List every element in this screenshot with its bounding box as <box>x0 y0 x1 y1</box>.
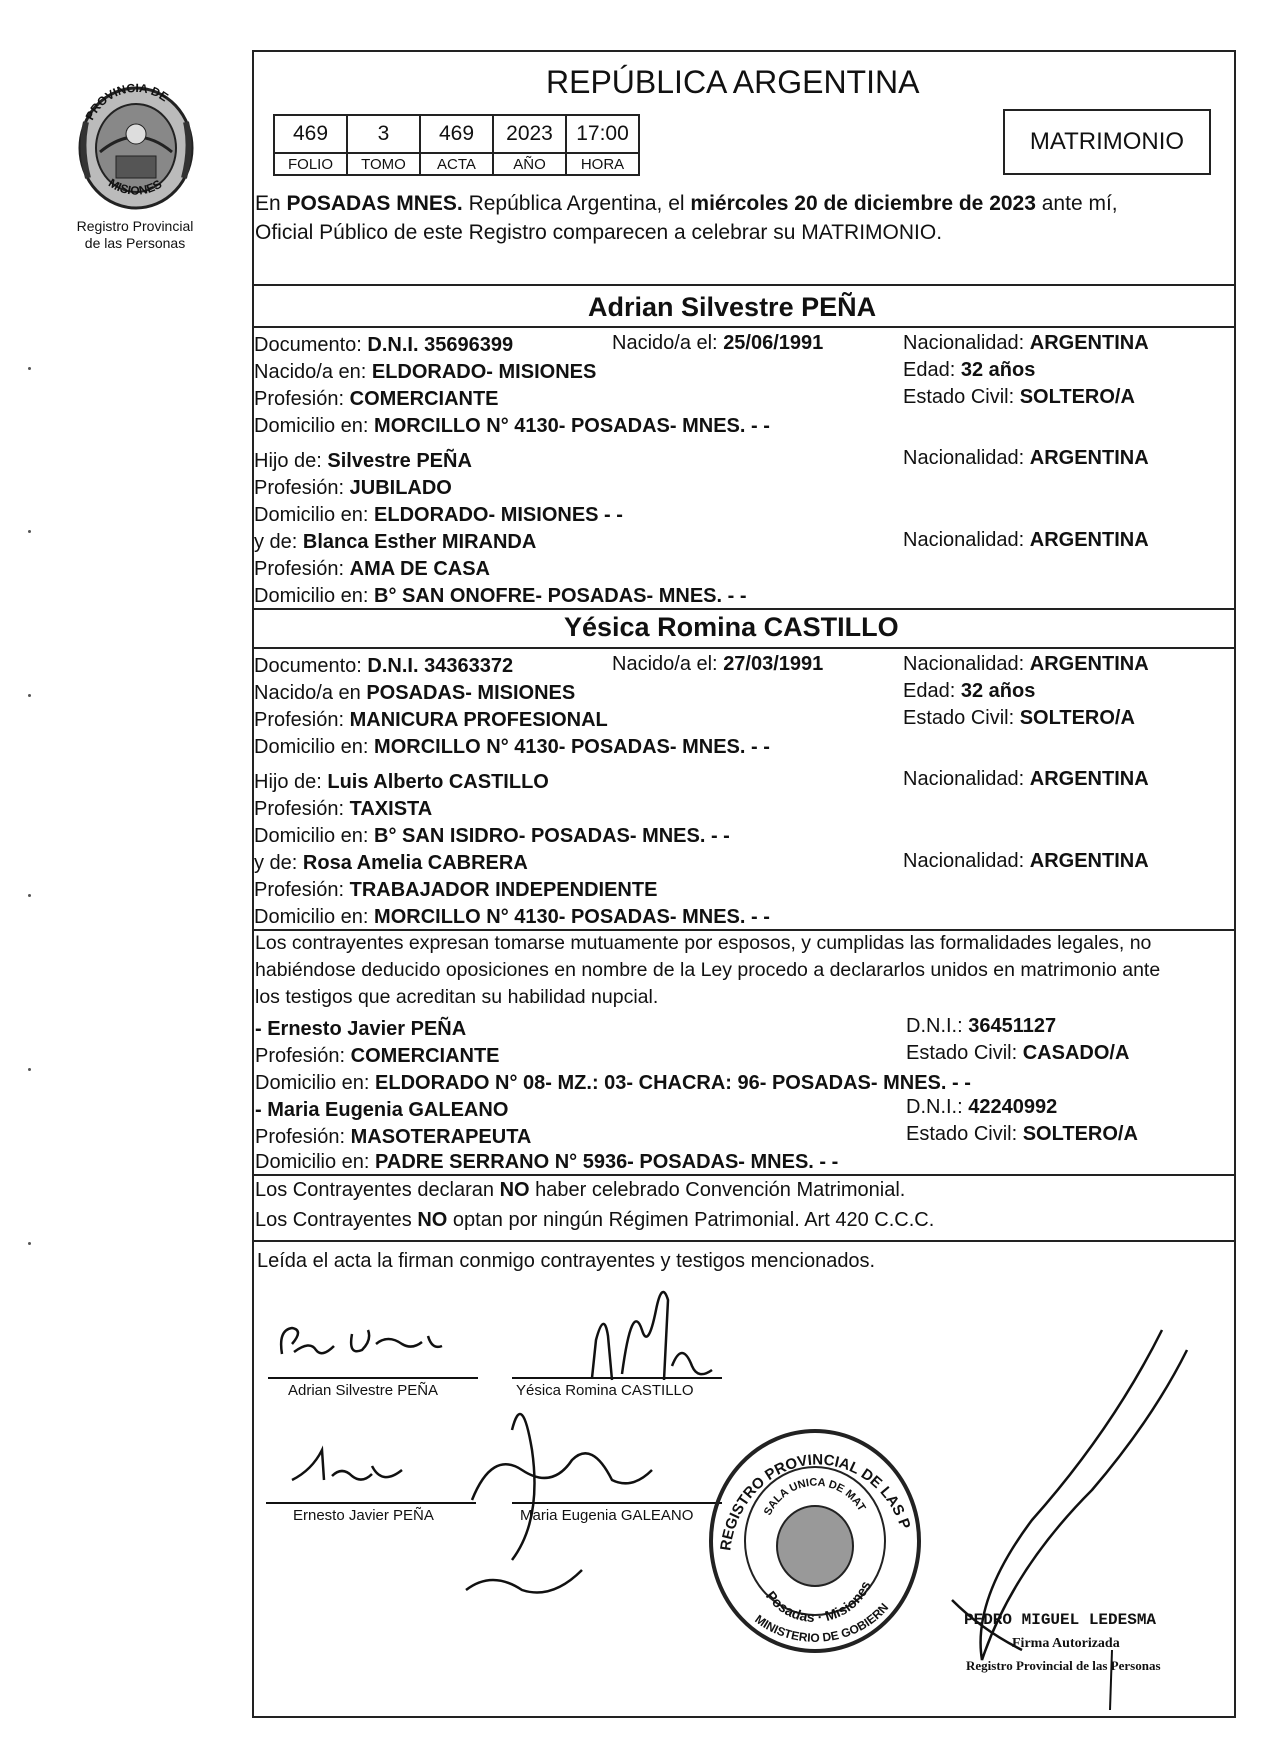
spouse1-address: Domicilio en: MORCILLO N° 4130- POSADAS- MNES. - - <box>254 415 770 437</box>
spouse2-profession: Profesión: MANICURA PROFESIONAL <box>254 709 608 731</box>
witness1-civil-status: Estado Civil: CASADO/A <box>906 1042 1130 1064</box>
svg-text:MINISTERIO DE GOBIERNO: MINISTERIO DE GOBIERN <box>752 1600 892 1645</box>
spouse1-father: Hijo de: Silvestre PEÑA <box>254 450 472 472</box>
tomo-label: TOMO <box>347 153 420 175</box>
spouse2-doc: Documento: D.N.I. 34363372 <box>254 655 514 677</box>
signature-line <box>268 1377 478 1379</box>
spouse1-birthplace: Nacido/a en: ELDORADO- MISIONES <box>254 361 597 383</box>
intro-line-2: Oficial Público de este Registro comparecen a celebrar su MATRIMONIO. <box>255 221 943 244</box>
svg-text:Posadas · Misiones: Posadas · Misiones <box>762 1578 874 1626</box>
margin-dot <box>28 367 31 370</box>
spouse2-mother: y de: Rosa Amelia CABRERA <box>254 852 528 874</box>
witness2-address: Domicilio en: PADRE SERRANO N° 5936- POSADAS- MNES. - - <box>255 1151 839 1173</box>
margin-dot <box>28 1068 31 1071</box>
official-name: PEDRO MIGUEL LEDESMA <box>964 1611 1157 1629</box>
spouse1-name: Adrian Silvestre PEÑA <box>588 292 877 322</box>
spouse2-birthplace: Nacido/a en POSADAS- MISIONES <box>254 682 576 704</box>
hora-label: HORA <box>566 153 639 175</box>
spouse2-address: Domicilio en: MORCILLO N° 4130- POSADAS- MNES. - - <box>254 736 770 758</box>
divider <box>252 284 1236 286</box>
spouse1-father-nationality: Nacionalidad: ARGENTINA <box>903 447 1149 469</box>
spouse2-father: Hijo de: Luis Alberto CASTILLO <box>254 771 549 793</box>
declaration-line-1: Los contrayentes expresan tomarse mutuamente por esposos, y cumplidas las formalidades legales, no <box>255 932 1152 954</box>
witness1-dni: D.N.I.: 36451127 <box>906 1015 1057 1037</box>
divider <box>252 326 1236 328</box>
witness1-address: Domicilio en: ELDORADO N° 08- MZ.: 03- CHACRA: 96- POSADAS- MNES. - - <box>255 1072 971 1094</box>
document-type-box: MATRIMONIO <box>1003 109 1211 175</box>
witness2-dni: D.N.I.: 42240992 <box>906 1096 1058 1118</box>
spouse1-mother: y de: Blanca Esther MIRANDA <box>254 531 537 553</box>
declaration-line-2: habiéndose deducido oposiciones en nombre de la Ley procedo a declararlos unidos en matrimonio ante <box>255 959 1161 981</box>
witness1-profession: Profesión: COMERCIANTE <box>255 1045 500 1067</box>
divider <box>252 608 1236 610</box>
spouse1-mother-address: Domicilio en: B° SAN ONOFRE- POSADAS- MNES. - - <box>254 585 747 607</box>
signature-label-witness1: Ernesto Javier PEÑA <box>293 1507 434 1524</box>
acta-label: ACTA <box>420 153 493 175</box>
witness2-profession: Profesión: MASOTERAPEUTA <box>255 1126 532 1148</box>
signature-label-spouse2: Yésica Romina CASTILLO <box>516 1382 694 1399</box>
declaration-line-3: los testigos que acreditan su habilidad nupcial. <box>255 986 659 1008</box>
margin-dot <box>28 530 31 533</box>
svg-text:PROVINCIA DE: PROVINCIA DE <box>82 82 171 123</box>
signature-line <box>266 1502 476 1504</box>
tomo-value: 3 <box>347 115 420 153</box>
spouse2-father-nationality: Nacionalidad: ARGENTINA <box>903 768 1149 790</box>
signature-line <box>512 1502 722 1504</box>
signature-label-witness2: Maria Eugenia GALEANO <box>520 1507 694 1524</box>
margin-dot <box>28 894 31 897</box>
divider <box>252 1240 1236 1242</box>
closing-statement: Leída el acta la firman conmigo contrayentes y testigos mencionados. <box>257 1250 876 1272</box>
signature-label-spouse1: Adrian Silvestre PEÑA <box>288 1382 439 1399</box>
spouse2-mother-address: Domicilio en: MORCILLO N° 4130- POSADAS- MNES. - - <box>254 906 770 928</box>
divider <box>252 1174 1236 1176</box>
seal-ring-text <box>66 82 206 214</box>
spouse2-birthdate: Nacido/a el: 27/03/1991 <box>612 653 824 675</box>
anio-value: 2023 <box>493 115 566 153</box>
svg-text:REGISTRO PROVINCIAL DE LAS PER: REGISTRO PROVINCIAL DE LAS P <box>717 1451 914 1552</box>
registry-stamp <box>700 1416 930 1656</box>
divider <box>252 647 1236 649</box>
folio-label: FOLIO <box>274 153 347 175</box>
anio-label: AÑO <box>493 153 566 175</box>
spouse1-mother-nationality: Nacionalidad: ARGENTINA <box>903 529 1149 551</box>
official-role: Firma Autorizada <box>1012 1636 1120 1651</box>
spouse2-father-address: Domicilio en: B° SAN ISIDRO- POSADAS- MNES. - - <box>254 825 730 847</box>
record-grid <box>273 114 640 176</box>
spouse1-civil-status: Estado Civil: SOLTERO/A <box>903 386 1135 408</box>
spouse2-age: Edad: 32 años <box>903 680 1036 702</box>
spouse2-mother-profession: Profesión: TRABAJADOR INDEPENDIENTE <box>254 879 658 901</box>
spouse2-father-profession: Profesión: TAXISTA <box>254 798 433 820</box>
spouse1-age: Edad: 32 años <box>903 359 1036 381</box>
spouse1-profession: Profesión: COMERCIANTE <box>254 388 499 410</box>
hora-value: 17:00 <box>566 115 639 153</box>
spouse1-mother-profession: Profesión: AMA DE CASA <box>254 558 490 580</box>
spouse2-civil-status: Estado Civil: SOLTERO/A <box>903 707 1135 729</box>
intro-line-1: En POSADAS MNES. República Argentina, el miércoles 20 de diciembre de 2023 ante mí, <box>255 192 1118 215</box>
official-office: Registro Provincial de las Personas <box>966 1658 1161 1673</box>
margin-dot <box>28 694 31 697</box>
signature-line <box>512 1377 722 1379</box>
spouse1-nationality: Nacionalidad: ARGENTINA <box>903 332 1149 354</box>
spouse1-birthdate: Nacido/a el: 25/06/1991 <box>612 332 824 354</box>
regime-line-1: Los Contrayentes declaran NO haber celebrado Convención Matrimonial. <box>255 1179 906 1201</box>
folio-value: 469 <box>274 115 347 153</box>
svg-text:SALA UNICA DE MATRIMONIOS: SALA UNICA DE MAT <box>761 1476 868 1518</box>
spouse2-mother-nationality: Nacionalidad: ARGENTINA <box>903 850 1149 872</box>
spouse1-father-profession: Profesión: JUBILADO <box>254 477 452 499</box>
spouse1-doc: Documento: D.N.I. 35696399 <box>254 334 514 356</box>
witness2-civil-status: Estado Civil: SOLTERO/A <box>906 1123 1138 1145</box>
regime-line-2: Los Contrayentes NO optan por ningún Régimen Patrimonial. Art 420 C.C.C. <box>255 1209 935 1231</box>
witness2-name: - Maria Eugenia GALEANO <box>255 1099 509 1121</box>
seal-caption: Registro Provincial de las Personas <box>76 218 194 251</box>
margin-dot <box>28 1242 31 1245</box>
svg-text:MISIONES: MISIONES <box>105 175 165 198</box>
witness1-name: - Ernesto Javier PEÑA <box>255 1018 467 1040</box>
spouse1-father-address: Domicilio en: ELDORADO- MISIONES - - <box>254 504 623 526</box>
page-title: REPÚBLICA ARGENTINA <box>546 64 920 100</box>
spouse2-name: Yésica Romina CASTILLO <box>564 612 899 642</box>
spouse2-nationality: Nacionalidad: ARGENTINA <box>903 653 1149 675</box>
acta-value: 469 <box>420 115 493 153</box>
